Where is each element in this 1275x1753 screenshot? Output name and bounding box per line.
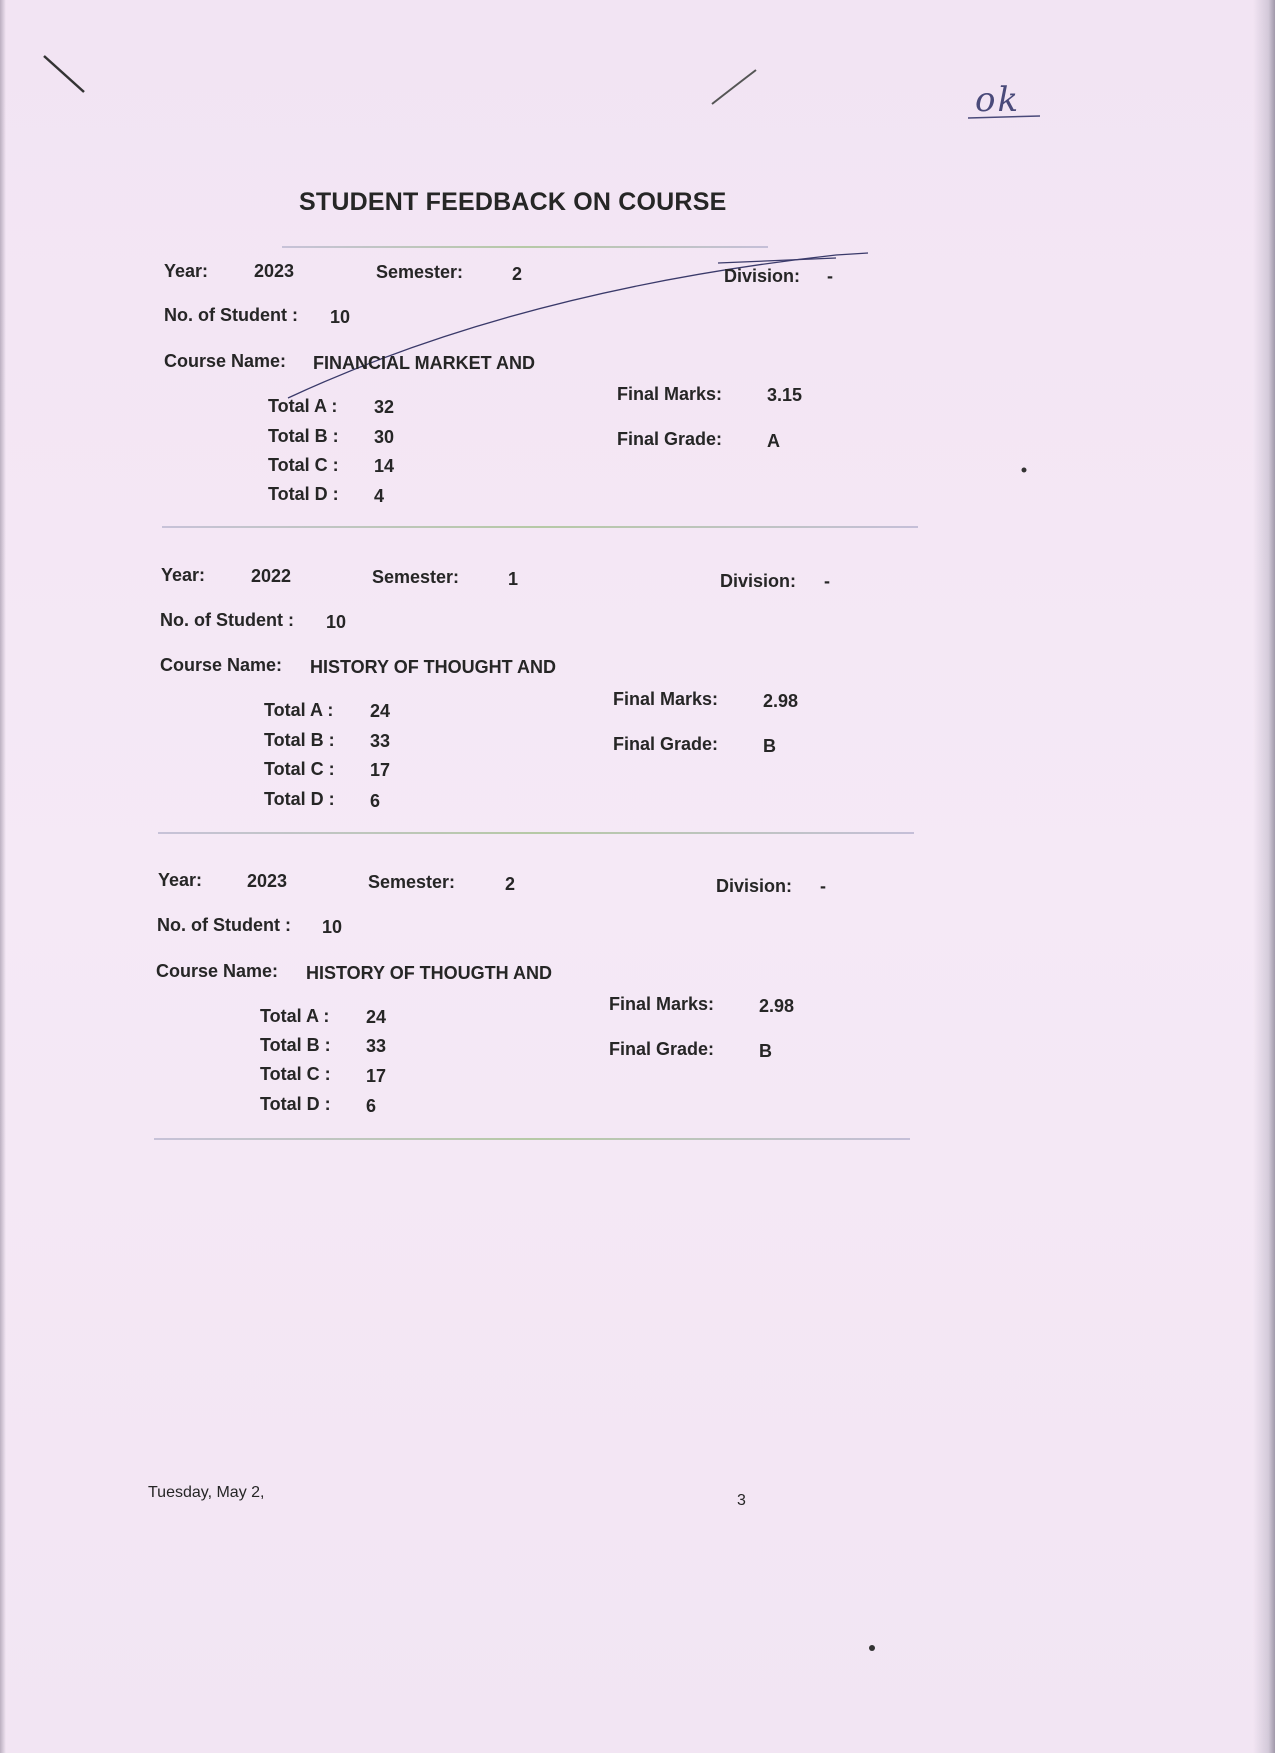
- students-label: No. of Student :: [160, 610, 294, 630]
- ink-dot-2: [869, 1645, 875, 1651]
- course-label: Course Name:: [164, 351, 287, 371]
- total-c-value: 17: [370, 760, 391, 780]
- total-d-value: 6: [370, 791, 381, 811]
- total-c-label: Total C :: [268, 455, 339, 475]
- final-grade-label: Final Grade:: [613, 734, 719, 754]
- total-b-label: Total B :: [264, 730, 335, 750]
- semester-value: 1: [508, 569, 519, 589]
- total-c-value: 14: [374, 456, 395, 476]
- semester-value: 2: [512, 264, 523, 284]
- total-c-label: Total C :: [260, 1064, 331, 1084]
- year-value: 2022: [251, 566, 292, 586]
- course-value: FINANCIAL MARKET AND: [313, 353, 535, 373]
- final-marks-value: 3.15: [767, 385, 803, 405]
- final-grade-label: Final Grade:: [617, 429, 723, 449]
- division-value: -: [824, 571, 830, 591]
- pen-tick-top: [712, 70, 756, 104]
- final-marks-label: Final Marks:: [613, 689, 719, 709]
- total-d-value: 6: [366, 1096, 377, 1116]
- total-b-value: 33: [366, 1036, 387, 1056]
- total-a-value: 32: [374, 397, 395, 417]
- year-label: Year:: [161, 565, 206, 585]
- page-title: STUDENT FEEDBACK ON COURSE: [299, 188, 727, 216]
- semester-label: Semester:: [376, 262, 464, 282]
- final-marks-label: Final Marks:: [617, 384, 723, 404]
- year-value: 2023: [247, 871, 288, 891]
- students-label: No. of Student :: [164, 305, 298, 325]
- students-label: No. of Student :: [157, 915, 291, 935]
- record-2-rule: [158, 832, 914, 834]
- year-label: Year:: [164, 261, 209, 281]
- total-c-label: Total C :: [264, 759, 335, 779]
- division-value: -: [827, 266, 833, 286]
- total-d-value: 4: [374, 486, 385, 506]
- final-marks-label: Final Marks:: [609, 994, 715, 1014]
- total-d-label: Total D :: [268, 484, 339, 504]
- students-value: 10: [322, 917, 343, 937]
- total-a-label: Total A :: [264, 700, 334, 720]
- final-grade-value: B: [763, 736, 776, 756]
- total-d-label: Total D :: [264, 789, 335, 809]
- final-grade-value: B: [759, 1041, 772, 1061]
- handwritten-ok: ok: [975, 80, 1021, 120]
- total-a-label: Total A :: [260, 1006, 330, 1026]
- total-c-value: 17: [366, 1066, 387, 1086]
- course-value: HISTORY OF THOUGTH AND: [306, 963, 553, 983]
- total-a-value: 24: [366, 1007, 387, 1027]
- total-a-value: 24: [370, 701, 391, 721]
- total-b-value: 30: [374, 427, 395, 447]
- total-a-label: Total A :: [268, 396, 338, 416]
- total-d-label: Total D :: [260, 1094, 331, 1114]
- title-rule: [282, 246, 768, 248]
- final-marks-value: 2.98: [763, 691, 799, 711]
- footer-date: Tuesday, May 2,: [148, 1484, 265, 1501]
- division-label: Division:: [716, 876, 793, 896]
- students-value: 10: [326, 612, 347, 632]
- year-label: Year:: [158, 870, 203, 890]
- total-b-label: Total B :: [260, 1035, 331, 1055]
- division-value: -: [820, 876, 826, 896]
- final-marks-value: 2.98: [759, 996, 795, 1016]
- total-b-label: Total B :: [268, 426, 339, 446]
- course-label: Course Name:: [160, 655, 283, 675]
- division-label: Division:: [720, 571, 797, 591]
- division-label: Division:: [724, 266, 801, 286]
- ink-dot-1: [1022, 468, 1027, 473]
- course-value: HISTORY OF THOUGHT AND: [310, 657, 557, 677]
- students-value: 10: [330, 307, 351, 327]
- final-grade-label: Final Grade:: [609, 1039, 715, 1059]
- record-1-rule: [162, 526, 918, 528]
- total-b-value: 33: [370, 731, 391, 751]
- year-value: 2023: [254, 261, 295, 281]
- course-label: Course Name:: [156, 961, 279, 981]
- semester-value: 2: [505, 874, 516, 894]
- record-3-rule: [154, 1138, 910, 1140]
- pen-stroke-top-left: [44, 56, 84, 92]
- page-number: 3: [737, 1492, 746, 1509]
- semester-label: Semester:: [372, 567, 460, 587]
- final-grade-value: A: [767, 431, 780, 451]
- semester-label: Semester:: [368, 872, 456, 892]
